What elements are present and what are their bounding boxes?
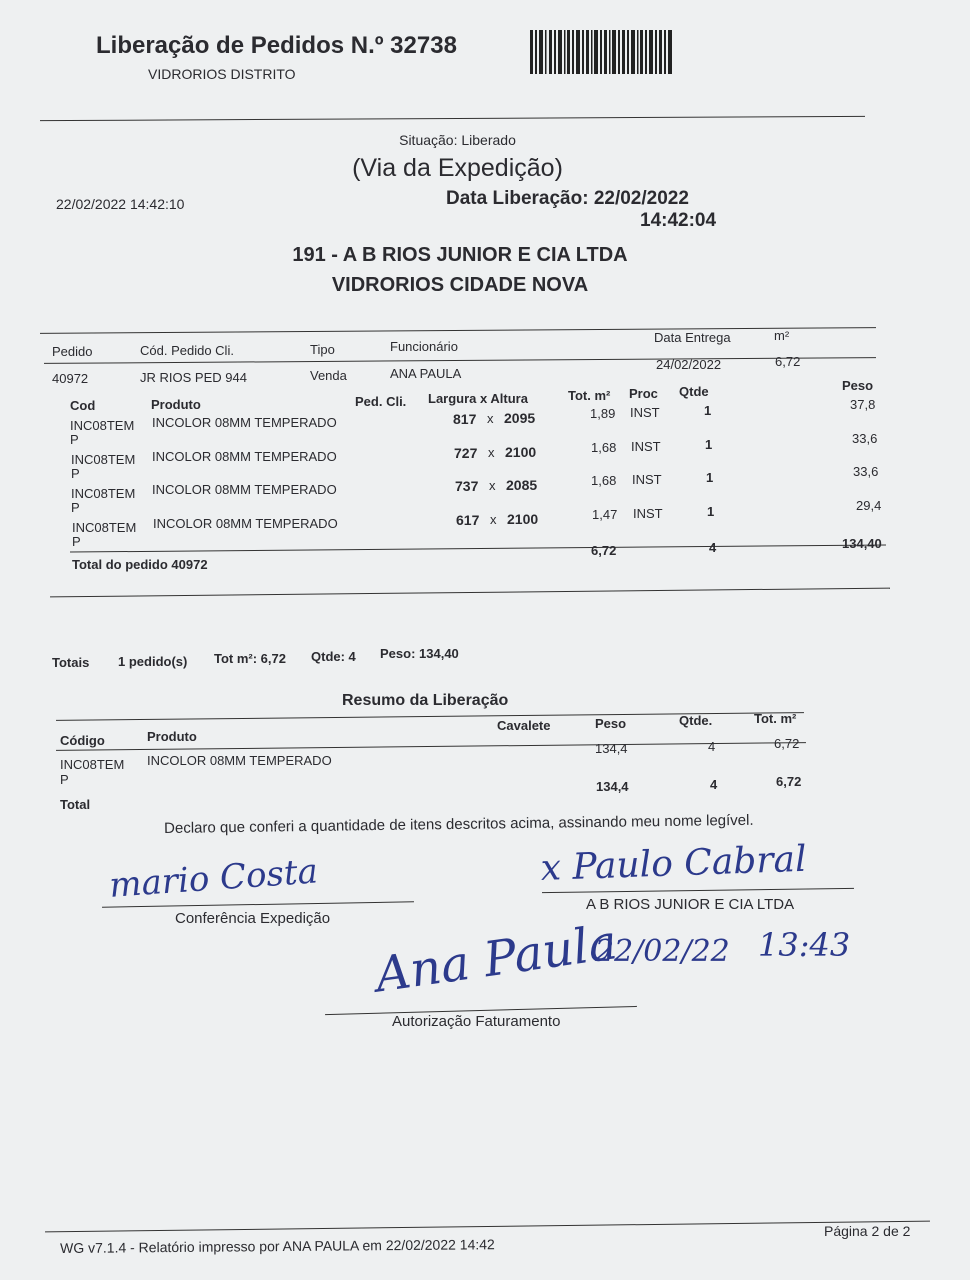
client-signature-line bbox=[542, 888, 854, 893]
summary-total-qtde: 4 bbox=[710, 777, 718, 792]
item-qtde: 1 bbox=[704, 403, 712, 418]
item-peso: 37,8 bbox=[850, 397, 876, 412]
totals-qtde: Qtde: 4 bbox=[311, 649, 356, 664]
order-header-pedido: Pedido bbox=[52, 344, 93, 359]
summary-total-tot-m2: 6,72 bbox=[776, 774, 802, 789]
summary-header-codigo: Código bbox=[60, 733, 105, 748]
order-bottom-line bbox=[50, 588, 890, 598]
item-largura: 817 bbox=[453, 411, 477, 427]
item-qtde: 1 bbox=[707, 504, 715, 519]
item-cod-suffix: P bbox=[72, 534, 81, 549]
item-altura: 2095 bbox=[504, 410, 536, 426]
summary-header-qtde: Qtde. bbox=[679, 713, 713, 728]
item-header-dim: Largura x Altura bbox=[428, 391, 528, 406]
item-altura: 2100 bbox=[507, 511, 539, 527]
header-divider bbox=[40, 116, 865, 121]
summary-total-label: Total bbox=[60, 797, 91, 812]
item-proc: INST bbox=[631, 439, 661, 454]
item-tot-m2: 1,89 bbox=[590, 406, 616, 421]
item-header-ped-cli: Ped. Cli. bbox=[355, 394, 407, 409]
item-tot-m2: 1,68 bbox=[591, 440, 617, 455]
summary-qtde: 4 bbox=[708, 739, 716, 754]
order-total-m2: 6,72 bbox=[591, 543, 617, 558]
item-cod: INC08TEM bbox=[71, 486, 136, 501]
item-altura: 2100 bbox=[505, 444, 537, 460]
barcode bbox=[530, 30, 675, 74]
company-name: VIDRORIOS DISTRITO bbox=[148, 66, 296, 82]
autorizacao-label: Autorização Faturamento bbox=[392, 1013, 561, 1030]
item-peso: 33,6 bbox=[852, 431, 878, 446]
totals-label: Totais bbox=[52, 655, 90, 670]
item-cod: INC08TEM bbox=[72, 520, 137, 535]
item-peso: 29,4 bbox=[856, 498, 882, 513]
totals-peso: Peso: 134,40 bbox=[380, 646, 459, 661]
summary-codigo-suffix: P bbox=[60, 772, 69, 787]
printed-timestamp: 22/02/2022 14:42:10 bbox=[56, 196, 185, 212]
order-top-line bbox=[40, 327, 876, 334]
item-peso: 33,6 bbox=[853, 464, 879, 479]
conferencia-label: Conferência Expedição bbox=[175, 910, 331, 927]
item-largura: 727 bbox=[454, 445, 478, 461]
item-header-peso: Peso bbox=[842, 378, 874, 393]
order-total-qtde: 4 bbox=[709, 540, 717, 555]
item-altura: 2085 bbox=[506, 477, 538, 493]
item-header-cod: Cod bbox=[70, 398, 96, 413]
order-header-data-entrega: Data Entrega bbox=[654, 330, 731, 345]
client-signature: x Paulo Cabral bbox=[540, 838, 808, 889]
item-header-qtde: Qtde bbox=[679, 384, 709, 399]
order-header-tipo: Tipo bbox=[310, 342, 335, 357]
release-time: 14:42:04 bbox=[640, 210, 717, 231]
item-proc: INST bbox=[632, 472, 662, 487]
summary-header-cavalete: Cavalete bbox=[497, 718, 551, 733]
order-header-line bbox=[44, 357, 876, 364]
item-header-proc: Proc bbox=[629, 386, 658, 401]
order-cod-pedido-cli: JR RIOS PED 944 bbox=[140, 370, 247, 385]
order-header-funcionario: Funcionário bbox=[390, 339, 458, 354]
handwritten-time: 13:43 bbox=[758, 926, 851, 964]
item-x: x bbox=[490, 512, 497, 527]
footer-divider bbox=[45, 1221, 930, 1233]
item-produto: INCOLOR 08MM TEMPERADO bbox=[152, 449, 337, 464]
summary-header-peso: Peso bbox=[595, 716, 627, 731]
declaration-text: Declaro que conferi a quantidade de itens descritos acima, assinando meu nome legível. bbox=[164, 811, 754, 837]
order-total-label: Total do pedido 40972 bbox=[72, 557, 208, 572]
footer-printed-by: WG v7.1.4 - Relatório impresso por ANA PAULA em 22/02/2022 14:42 bbox=[60, 1236, 495, 1256]
item-proc: INST bbox=[633, 506, 663, 521]
item-cod: INC08TEM bbox=[71, 452, 136, 467]
item-qtde: 1 bbox=[706, 470, 714, 485]
item-x: x bbox=[489, 478, 496, 493]
client-branch: VIDRORIOS CIDADE NOVA bbox=[331, 274, 589, 296]
order-data-entrega: 24/02/2022 bbox=[656, 357, 722, 372]
page-title: Liberação de Pedidos N.º 32738 bbox=[96, 32, 457, 59]
release-date: Data Liberação: 22/02/2022 bbox=[446, 188, 689, 209]
page-number: Página 2 de 2 bbox=[824, 1223, 911, 1239]
summary-header-produto: Produto bbox=[147, 729, 197, 744]
item-x: x bbox=[488, 445, 495, 460]
summary-produto: INCOLOR 08MM TEMPERADO bbox=[147, 753, 332, 768]
copy-type: (Via da Expedição) bbox=[352, 154, 563, 182]
order-total-line bbox=[70, 544, 886, 552]
order-pedido: 40972 bbox=[52, 371, 89, 386]
item-cod: INC08TEM bbox=[70, 418, 135, 433]
summary-tot-m2: 6,72 bbox=[774, 736, 800, 751]
order-header-cod-pedido-cli: Cód. Pedido Cli. bbox=[140, 343, 234, 358]
client-signature-label: A B RIOS JUNIOR E CIA LTDA bbox=[586, 896, 795, 913]
order-tipo: Venda bbox=[310, 368, 347, 383]
item-largura: 617 bbox=[456, 512, 480, 528]
summary-title: Resumo da Liberação bbox=[342, 692, 509, 709]
item-proc: INST bbox=[630, 405, 660, 420]
item-cod-suffix: P bbox=[71, 466, 80, 481]
item-cod-suffix: P bbox=[70, 432, 79, 447]
item-header-tot-m2: Tot. m² bbox=[568, 388, 611, 403]
item-qtde: 1 bbox=[705, 437, 713, 452]
order-total-peso: 134,40 bbox=[842, 536, 882, 551]
item-cod-suffix: P bbox=[71, 500, 80, 515]
item-header-produto: Produto bbox=[151, 397, 201, 412]
summary-peso: 134,4 bbox=[595, 741, 628, 756]
summary-total-peso: 134,4 bbox=[596, 779, 629, 794]
item-produto: INCOLOR 08MM TEMPERADO bbox=[152, 482, 337, 497]
order-funcionario: ANA PAULA bbox=[390, 366, 462, 381]
summary-header-tot-m2: Tot. m² bbox=[754, 711, 797, 726]
item-tot-m2: 1,47 bbox=[592, 507, 618, 522]
situation: Situação: Liberado bbox=[399, 132, 516, 148]
handwritten-date: 22/02/22 bbox=[595, 934, 730, 969]
item-tot-m2: 1,68 bbox=[591, 473, 617, 488]
item-produto: INCOLOR 08MM TEMPERADO bbox=[153, 516, 338, 531]
client-name: 191 - A B RIOS JUNIOR E CIA LTDA bbox=[292, 244, 628, 266]
totals-m2: Tot m²: 6,72 bbox=[214, 651, 286, 666]
summary-codigo: INC08TEM bbox=[60, 757, 125, 772]
order-m2: 6,72 bbox=[775, 354, 801, 369]
item-produto: INCOLOR 08MM TEMPERADO bbox=[152, 415, 337, 430]
item-largura: 737 bbox=[455, 478, 479, 494]
conferencia-signature: mario Costa bbox=[108, 851, 320, 906]
autorizacao-signature: Ana Paula bbox=[372, 914, 621, 1004]
item-x: x bbox=[487, 411, 494, 426]
totals-pedidos: 1 pedido(s) bbox=[118, 654, 188, 669]
order-header-m2: m² bbox=[774, 328, 790, 343]
